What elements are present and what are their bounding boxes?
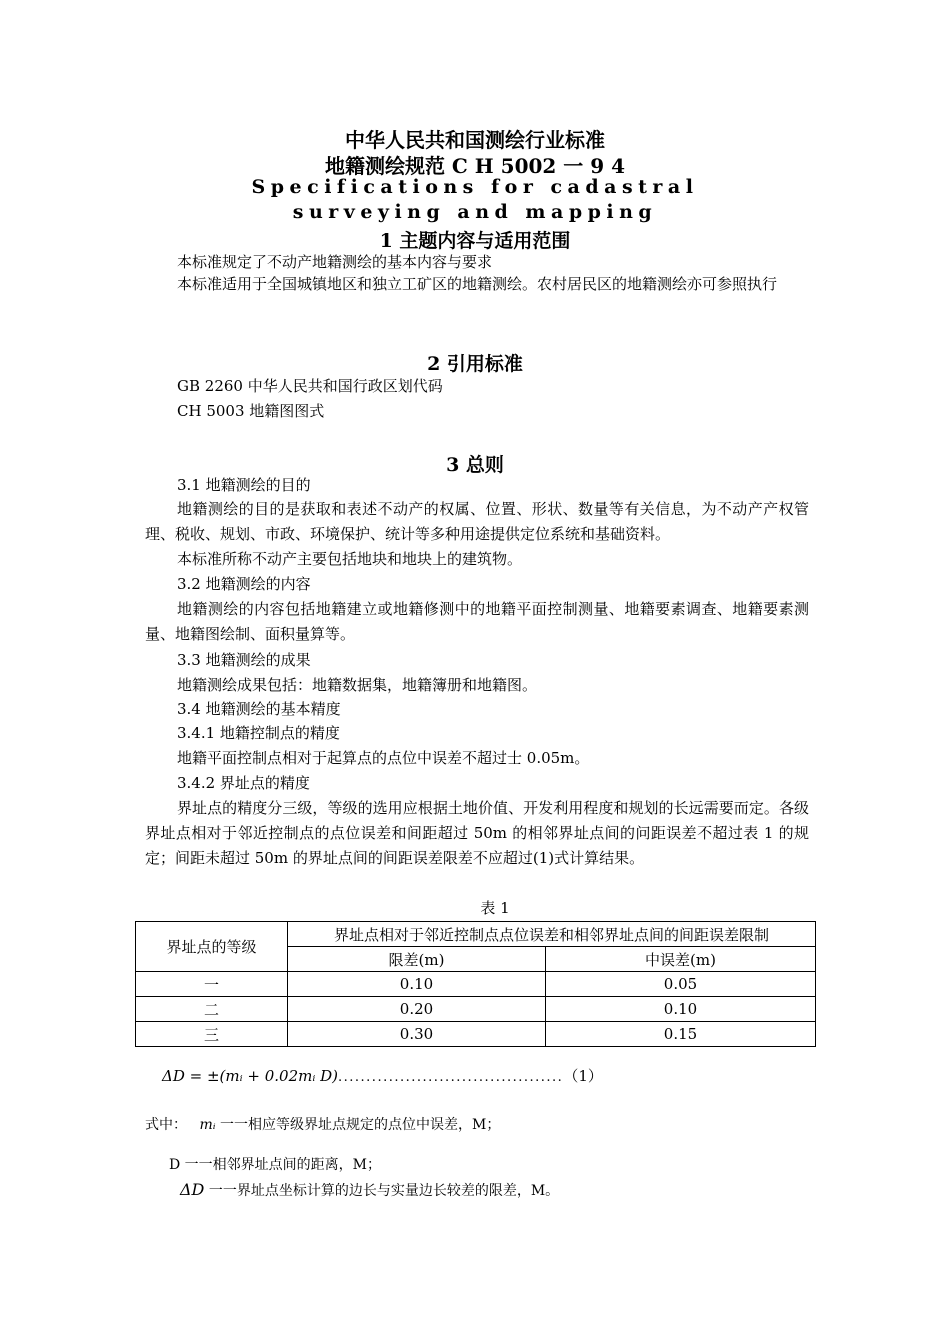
where-label: 式中： [145,1117,187,1133]
formula-1 [162,1065,603,1086]
section-3-3-paragraph-1: 地籍测绘成果包括：地籍数据集，地籍簿册和地籍图。 [177,676,538,694]
section-3-3-title: 3.3 地籍测绘的成果 [177,651,311,669]
reference-2: CH 5003 地籍图图式 [177,402,325,420]
table-cell-rms: 0.15 [546,1022,816,1047]
table-cell-rms: 0.10 [546,997,816,1022]
title-line-1: 中华人民共和国测绘行业标准 [345,128,605,152]
table-header-rms: 中误差(m) [546,947,816,972]
section-1-heading: 1 主题内容与适用范围 [379,230,571,252]
section-3-4-1-paragraph-1: 地籍平面控制点相对于起算点的点位中误差不超过士 0.05m。 [177,749,590,767]
mi-description: 一一相应等级界址点规定的点位中误差，M； [220,1117,501,1133]
table-cell-grade: 二 [136,997,288,1022]
table-row [136,1022,816,1047]
table-cell-limit: 0.20 [288,997,546,1022]
table-cell-limit: 0.10 [288,972,546,997]
formula-number: （1） [563,1067,603,1085]
table-cell-limit: 0.30 [288,1022,546,1047]
section-3-4-title: 3.4 地籍测绘的基本精度 [177,700,341,718]
section-3-4-2-paragraph-1: 界址点的精度分三级，等级的选用应根据土地价值、开发利用程度和规划的长远需要而定。各级界址点相对于邻近控制点的点位误差和间距超过 50m 的相邻界址点间的问距误差不超过表 1 的规定；间距未超过 50m 的界址点间的间距误差限差不应超过(1)式计算结果。 [145,799,809,867]
where-line-mi [145,1115,500,1135]
section-3-2-paragraph-1: 地籍测绘的内容包括地籍建立或地籍修测中的地籍平面控制测量、地籍要素调查、地籍要素测量、地籍图绘制、面积量算等。 [145,600,809,643]
table-row [136,972,816,997]
table-cell-rms: 0.05 [546,972,816,997]
section-3-1-title: 3.1 地籍测绘的目的 [177,476,311,494]
table-1 [135,921,816,1047]
table-header-limit: 限差(m) [288,947,546,972]
formula-dots: ........................................ [338,1070,564,1085]
table-cell-grade: 一 [136,972,288,997]
where-line-d: D 一一相邻界址点间的距离，M； [169,1157,382,1173]
table-header-grade: 界址点的等级 [136,922,288,972]
where-line-delta [180,1180,559,1201]
table-cell-grade: 三 [136,1022,288,1047]
formula-expression: ΔD = ±(mᵢ + 0.02mᵢ D) [162,1067,339,1085]
delta-description: 一一界址点坐标计算的边长与实量边长较差的限差，M。 [208,1183,560,1199]
section-1-paragraph-1: 本标准规定了不动产地籍测绘的基本内容与要求 [177,253,493,271]
title-line-2: 地籍测绘规范 C H 5002 一 9 4 [324,154,626,178]
delta-symbol: ΔD [180,1180,205,1199]
table-row [136,997,816,1022]
section-3-1-paragraph-2: 本标准所称不动产主要包括地块和地块上的建筑物。 [177,550,523,568]
section-1-paragraph-2: 本标准适用于全国城镇地区和独立工矿区的地籍测绘。农村居民区的地籍测绘亦可参照执行 [177,275,778,293]
section-3-4-2-title: 3.4.2 界址点的精度 [177,774,310,792]
table-header-group: 界址点相对于邻近控制点点位误差和相邻界址点间的间距误差限制 [288,922,816,947]
section-3-heading: 3 总则 [446,454,504,476]
title-en-line-1: Specifications for cadastral [251,176,699,198]
title-en-line-2: surveying and mapping [292,201,658,223]
section-2-heading: 2 引用标准 [427,353,523,375]
section-3-2-title: 3.2 地籍测绘的内容 [177,575,311,593]
table-1-caption: 表 1 [480,899,510,917]
section-3-1-paragraph-1: 地籍测绘的目的是获取和表述不动产的权属、位置、形状、数量等有关信息，为不动产产权管理、税收、规划、市政、环境保护、统计等多种用途提供定位系统和基础资料。 [145,500,809,543]
reference-1: GB 2260 中华人民共和国行政区划代码 [177,377,443,395]
section-3-4-1-title: 3.4.1 地籍控制点的精度 [177,724,340,742]
mi-symbol: mᵢ [199,1117,216,1133]
